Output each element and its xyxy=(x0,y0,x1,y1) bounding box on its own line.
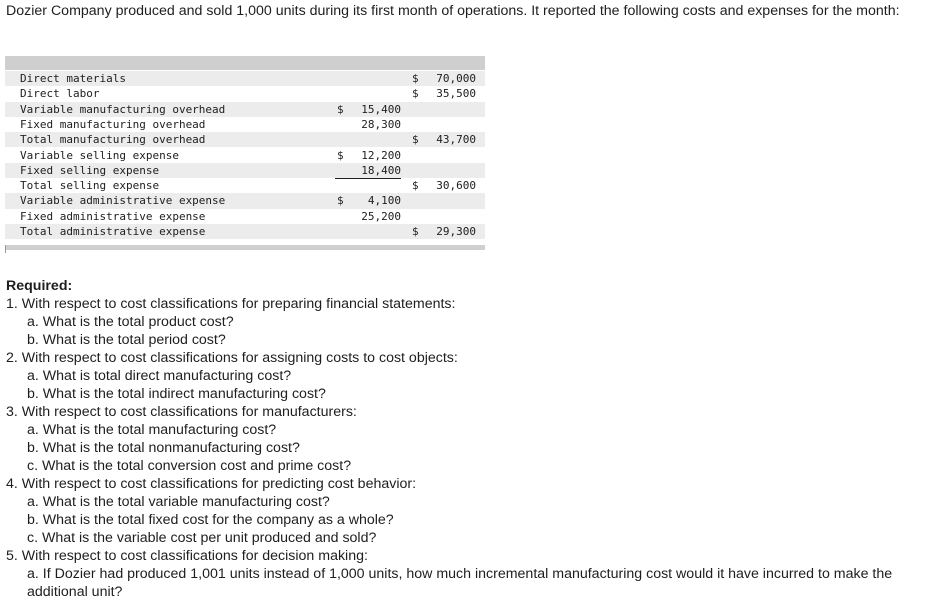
col1-dollar: $ xyxy=(337,102,344,116)
col2-dollar: $ xyxy=(412,87,419,101)
row-label: Variable administrative expense xyxy=(20,194,226,208)
question-1b: b. What is the total period cost? xyxy=(27,332,226,348)
col1-value: 18,400 xyxy=(361,163,401,177)
question-2a: a. What is total direct manufacturing cost? xyxy=(27,368,292,384)
table-row xyxy=(5,86,485,101)
row-label: Variable selling expense xyxy=(20,148,179,162)
question-1a: a. What is the total product cost? xyxy=(27,314,234,330)
col1-value: 28,300 xyxy=(361,117,401,131)
question-4b: b. What is the total fixed cost for the company as a whole? xyxy=(27,512,394,528)
col1-dollar: $ xyxy=(337,148,344,162)
row-label: Total administrative expense xyxy=(20,225,206,238)
table-row xyxy=(5,178,485,193)
question-3: 3. With respect to cost classifications for manufacturers: xyxy=(6,404,357,420)
table-header-bar xyxy=(5,56,485,70)
required-heading: Required: xyxy=(6,278,73,294)
table-edge xyxy=(5,245,6,253)
question-3c: c. What is the total conversion cost and prime cost? xyxy=(27,458,352,474)
table-row xyxy=(5,132,485,147)
question-5: 5. With respect to cost classifications for decision making: xyxy=(6,548,368,564)
table-row xyxy=(5,148,485,163)
question-5a: a. If Dozier had produced 1,001 units instead of 1,000 units, how much incremental manufacturing cost would it have incurred to make the additional unit? xyxy=(27,566,893,600)
row-label: Direct labor xyxy=(20,87,100,101)
table-row xyxy=(5,163,485,178)
row-label: Fixed selling expense xyxy=(20,163,160,177)
col2-value: 35,500 xyxy=(436,87,476,101)
question-4c: c. What is the variable cost per unit produced and sold? xyxy=(27,530,377,546)
row-label: Total manufacturing overhead xyxy=(20,133,206,147)
question-4: 4. With respect to cost classifications for predicting cost behavior: xyxy=(6,476,417,492)
problem-intro: Dozier Company produced and sold 1,000 units during its first month of operations. It reported the following costs and expenses for the month: xyxy=(6,3,900,19)
table-row xyxy=(5,209,485,224)
question-4a: a. What is the total variable manufacturing cost? xyxy=(27,494,330,510)
table-row xyxy=(5,224,485,239)
col1-value: 25,200 xyxy=(361,209,401,223)
table-footer-bar xyxy=(5,245,485,250)
row-label: Variable manufacturing overhead xyxy=(20,102,226,116)
table-row xyxy=(5,193,485,208)
row-label: Direct materials xyxy=(20,72,126,85)
row-label: Fixed administrative expense xyxy=(20,209,206,223)
col2-value: 43,700 xyxy=(436,133,476,147)
col2-value: 70,000 xyxy=(436,72,476,85)
col1-value: 15,400 xyxy=(361,102,401,116)
col2-dollar: $ xyxy=(412,179,419,193)
question-1: 1. With respect to cost classifications for preparing financial statements: xyxy=(6,296,456,312)
col2-dollar: $ xyxy=(412,72,419,85)
col2-value: 29,300 xyxy=(436,225,476,238)
required-section xyxy=(6,277,924,601)
col1-dollar: $ xyxy=(337,194,344,208)
col1-value: 12,200 xyxy=(361,148,401,162)
table-row xyxy=(5,117,485,132)
table-row xyxy=(5,71,485,86)
col2-dollar: $ xyxy=(412,133,419,147)
question-2b: b. What is the total indirect manufacturing cost? xyxy=(27,386,326,402)
table-row xyxy=(5,102,485,117)
col2-dollar: $ xyxy=(412,225,419,238)
question-3b: b. What is the total nonmanufacturing cost? xyxy=(27,440,300,456)
question-2: 2. With respect to cost classifications for assigning costs to cost objects: xyxy=(6,350,458,366)
row-label: Fixed manufacturing overhead xyxy=(20,117,206,131)
col1-value: 4,100 xyxy=(367,194,401,208)
row-label: Total selling expense xyxy=(20,179,160,193)
cost-table xyxy=(5,56,485,253)
col2-value: 30,600 xyxy=(436,179,476,193)
question-3a: a. What is the total manufacturing cost? xyxy=(27,422,277,438)
